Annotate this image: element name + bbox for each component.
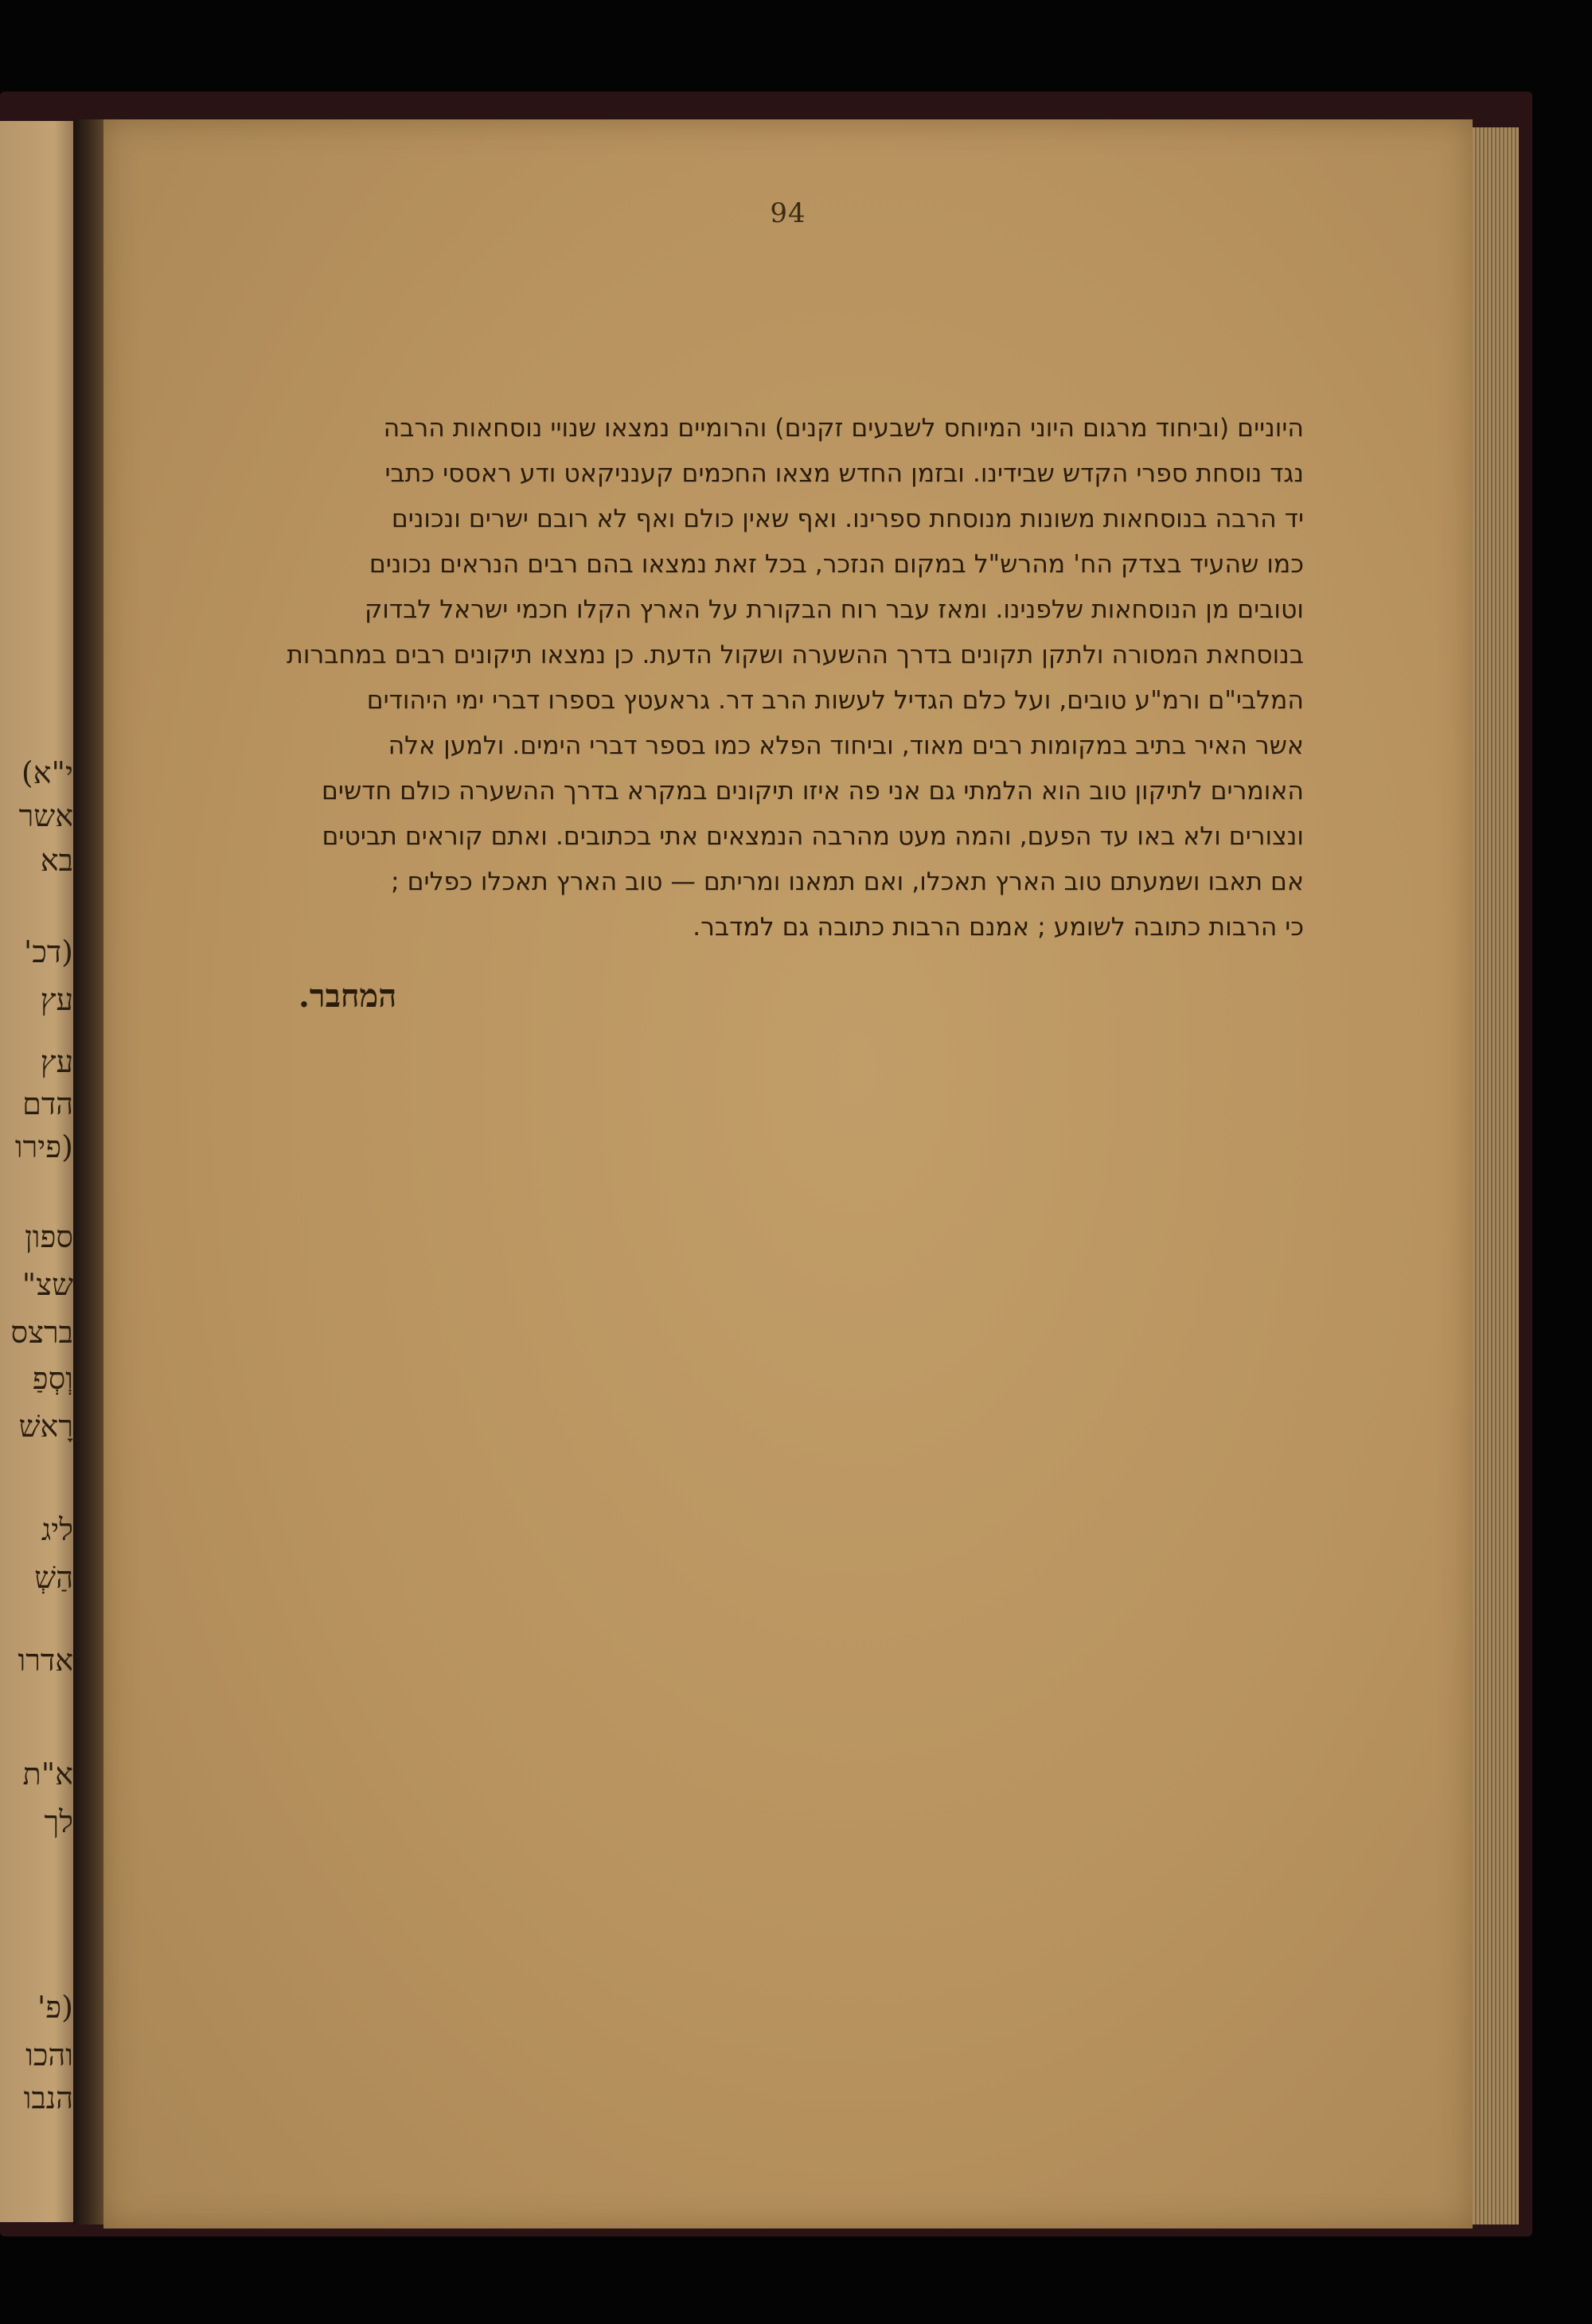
facing-page-fragment: הדם <box>22 1086 73 1121</box>
facing-page-fragment: ליג <box>41 1512 73 1547</box>
text-line: כמו שהעיד בצדק הח' מהרש"ל במקום הנזכר, בכל זאת נמצאו בהם רבים הנראים נכונים <box>369 550 1304 579</box>
text-line: נגד נוסחת ספרי הקדש שבידינו. ובזמן החדש מצאו החכמים קענניקאט ודע ראססי כתבי <box>384 459 1304 488</box>
facing-page-fragment: א"ת <box>22 1757 73 1792</box>
facing-page-fragment: לך <box>44 1804 73 1839</box>
facing-page <box>0 121 78 2222</box>
facing-page-fragment: עץ <box>40 1044 73 1079</box>
text-line: ונצורים ולא באו עד הפעם, והמה מעט מהרבה הנמצאים אתי בכתובים. ואתם קוראים תביטים <box>322 822 1304 851</box>
facing-page-fragment: ברצס <box>10 1315 73 1350</box>
facing-page-fragment: ספון <box>25 1219 73 1254</box>
facing-page-fragment: אשר <box>18 798 73 833</box>
facing-page-fragment: אדרו <box>18 1643 73 1678</box>
page-number: 94 <box>770 197 806 229</box>
text-line: אשר האיר בתיב במקומות רבים מאוד, וביחוד הפלא כמו בספר דברי הימים. ולמען אלה <box>388 731 1304 760</box>
facing-page-fragment: רָאשׁ <box>18 1409 73 1444</box>
facing-page-fragment: הנבו <box>23 2080 73 2115</box>
facing-page-fragment: והכו <box>25 2037 73 2072</box>
facing-page-fragment: עץ <box>40 982 73 1017</box>
text-line: כי הרבות כתובה לשומע ; אמנם הרבות כתובה גם למדבר. <box>693 913 1304 942</box>
author-signature: המחבר. <box>298 977 397 1015</box>
page-edges <box>1473 127 1519 2225</box>
text-line: האומרים לתיקון טוב הוא הלמתי גם אני פה איזו תיקונים במקרא בדרך ההשערה כולם חדשים <box>322 777 1304 805</box>
facing-page-fragment: י"א) <box>21 755 73 790</box>
facing-page-fragment: בא <box>40 843 73 878</box>
text-line: המלבי"ם ורמ"ע טובים, ועל כלם הגדיל לעשות הרב דר. גראעטץ בספרו דברי ימי היהודים <box>366 686 1304 715</box>
text-line: בנוסחאת המסורה ולתקן תקונים בדרך ההשערה ושקול הדעת. כן נמצאו תיקונים רבים במחברות <box>287 641 1304 669</box>
right-page <box>103 119 1473 2228</box>
body-paragraph <box>119 406 1304 950</box>
facing-page-fragment: (דכ' <box>23 934 73 969</box>
facing-page-fragment: שצ" <box>21 1267 73 1302</box>
facing-page-fragment: וְסְפַ <box>32 1361 73 1396</box>
text-line: היוניים (וביחוד מרגום היוני המיוחס לשבעים זקנים) והרומיים נמצאו שנויי נוסחאות הרבה <box>383 414 1304 443</box>
text-line: וטובים מן הנוסחאות שלפנינו. ומאז עבר רוח הבקורת על הארץ הקלו חכמי ישראל לבדוק <box>364 595 1304 624</box>
text-line: יד הרבה בנוסחאות משונות מנוסחת ספרינו. ואף שאין כולם ואף לא רובם ישרים ונכונים <box>391 505 1304 533</box>
facing-page-fragment: (פ' <box>37 1990 73 2025</box>
facing-page-fragment: (פירו <box>14 1129 73 1164</box>
text-line: אם תאבו ושמעתם טוב הארץ תאכלו, ואם תמאנו ומריתם — טוב הארץ תאכלו כפלים ; <box>391 868 1304 896</box>
facing-page-fragment: הַשְׁ <box>34 1560 73 1595</box>
